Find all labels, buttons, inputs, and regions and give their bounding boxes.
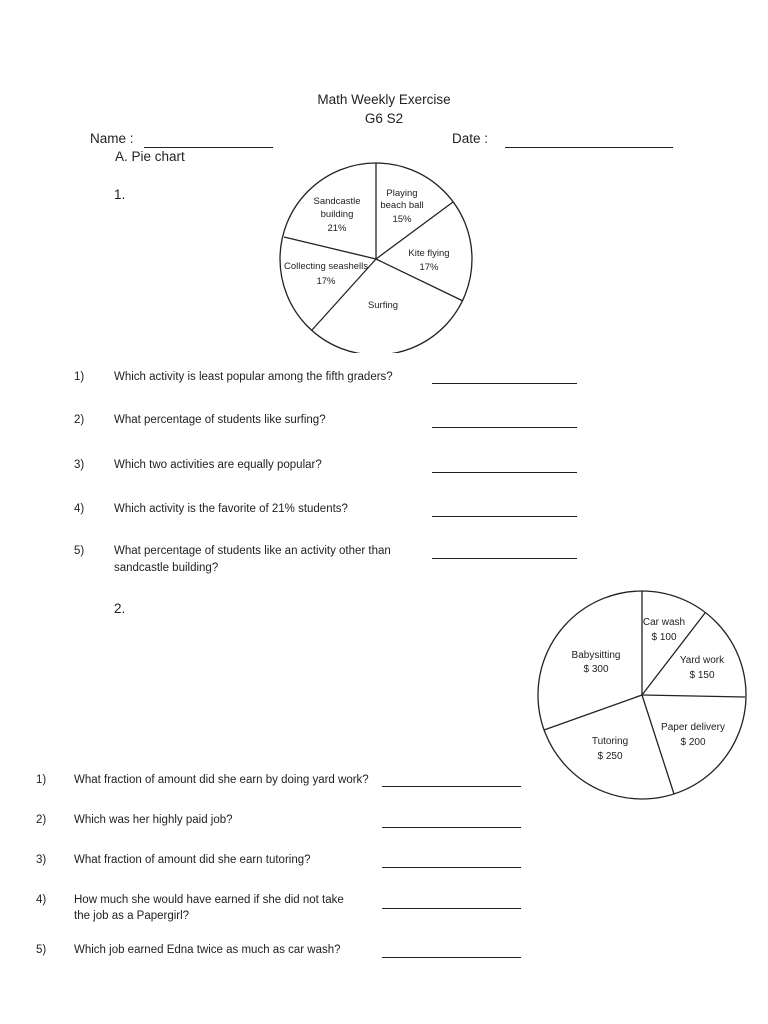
q1-1-number: 1) bbox=[74, 371, 85, 383]
q2-2-answer-blank[interactable] bbox=[382, 827, 521, 828]
q1-1-answer-blank[interactable] bbox=[432, 383, 577, 384]
pie1-value-beachball: 15% bbox=[392, 214, 412, 225]
q1-2-answer-blank[interactable] bbox=[432, 427, 577, 428]
pie1-label-surfing: Surfing bbox=[367, 300, 399, 311]
q2-5-number: 5) bbox=[36, 944, 47, 956]
q1-5-answer-blank[interactable] bbox=[432, 558, 577, 559]
q2-4-number: 4) bbox=[36, 894, 47, 906]
q1-5-text: What percentage of students like an activity other than bbox=[114, 545, 391, 557]
section-a-heading: A. Pie chart bbox=[115, 149, 185, 164]
q2-2-number: 2) bbox=[36, 814, 47, 826]
pie2-label-tutoring: Tutoring bbox=[591, 736, 629, 747]
pie2-value-yardwork: $ 150 bbox=[689, 670, 715, 681]
q1-4-answer-blank[interactable] bbox=[432, 516, 577, 517]
q2-4-text-line2: the job as a Papergirl? bbox=[74, 910, 190, 922]
q1-2-number: 2) bbox=[74, 414, 85, 426]
worksheet-subtitle: G6 S2 bbox=[364, 111, 404, 126]
q2-5-text: Which job earned Edna twice as much as car wash? bbox=[74, 944, 341, 956]
pie1-label-kite: Kite flying bbox=[408, 248, 450, 259]
pie2-value-babysitting: $ 300 bbox=[583, 664, 609, 675]
pie1-label-beachball-2: beach ball bbox=[380, 200, 424, 211]
pie1-label-sandcastle-2: building bbox=[320, 209, 354, 220]
pie1-value-seashells: 17% bbox=[316, 276, 336, 287]
q1-4-text: Which activity is the favorite of 21% students? bbox=[114, 503, 348, 515]
pie1-label-beachball-1: Playing bbox=[386, 188, 418, 199]
q2-1-number: 1) bbox=[36, 774, 47, 786]
q1-4-number: 4) bbox=[74, 503, 85, 515]
q2-5-answer-blank[interactable] bbox=[382, 957, 521, 958]
pie2-label-yardwork: Yard work bbox=[679, 655, 725, 666]
q2-4-answer-blank[interactable] bbox=[382, 908, 521, 909]
q1-5-text-line2: sandcastle building? bbox=[114, 562, 219, 574]
q2-3-answer-blank[interactable] bbox=[382, 867, 521, 868]
q1-2-text: What percentage of students like surfing? bbox=[114, 414, 326, 426]
name-blank[interactable] bbox=[144, 147, 273, 148]
pie1-crop-mask bbox=[270, 353, 480, 360]
q2-4-text: How much she would have earned if she did not take bbox=[74, 894, 344, 906]
q2-3-number: 3) bbox=[36, 854, 47, 866]
pie1-label-seashells: Collecting seashells bbox=[284, 261, 368, 272]
pie2-label-paperdelivery: Paper delivery bbox=[661, 722, 725, 733]
q2-1-answer-blank[interactable] bbox=[382, 786, 521, 787]
name-label: Name : bbox=[90, 131, 134, 146]
q2-1-text: What fraction of amount did she earn by doing yard work? bbox=[74, 774, 369, 786]
q1-1-text: Which activity is least popular among the fifth graders? bbox=[114, 371, 393, 383]
pie1-label-sandcastle-1: Sandcastle bbox=[313, 196, 361, 207]
problem-2-number: 2. bbox=[114, 601, 126, 616]
pie2-label-babysitting: Babysitting bbox=[571, 650, 621, 661]
pie2-value-tutoring: $ 250 bbox=[597, 751, 623, 762]
date-blank[interactable] bbox=[505, 147, 673, 148]
pie2-label-carwash: Car wash bbox=[642, 617, 686, 628]
pie2-value-carwash: $ 100 bbox=[651, 632, 677, 643]
q1-3-answer-blank[interactable] bbox=[432, 472, 577, 473]
q1-5-number: 5) bbox=[74, 545, 85, 557]
pie1-value-sandcastle: 21% bbox=[327, 223, 347, 234]
pie2-value-paperdelivery: $ 200 bbox=[680, 737, 706, 748]
q1-3-text: Which two activities are equally popular? bbox=[114, 459, 322, 471]
pie1-value-kite: 17% bbox=[419, 262, 439, 273]
q2-2-text: Which was her highly paid job? bbox=[74, 814, 233, 826]
pie-chart-earnings bbox=[534, 588, 750, 804]
pie-chart-activities bbox=[270, 160, 480, 360]
q1-3-number: 3) bbox=[74, 459, 85, 471]
worksheet-title: Math Weekly Exercise bbox=[317, 92, 451, 107]
problem-1-number: 1. bbox=[114, 187, 126, 202]
date-label: Date : bbox=[452, 131, 489, 146]
q2-3-text: What fraction of amount did she earn tutoring? bbox=[74, 854, 311, 866]
